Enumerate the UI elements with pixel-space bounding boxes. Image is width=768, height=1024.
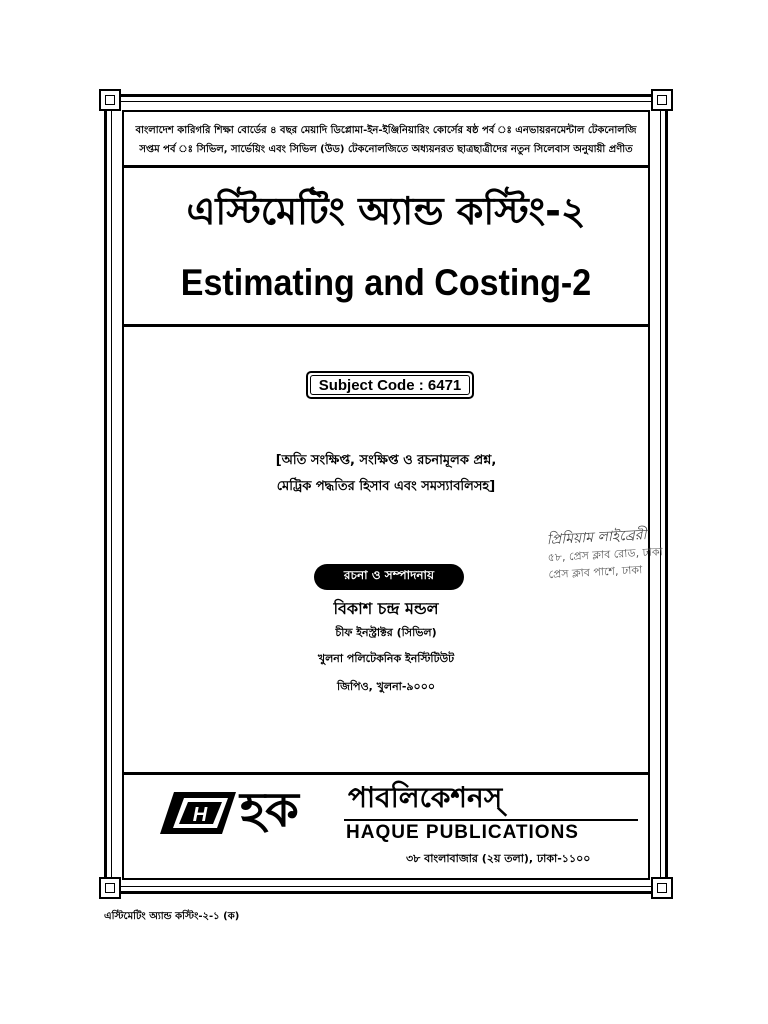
author-address: জিপিও, খুলনা-৯০০০ [336, 680, 436, 693]
publisher-logo-icon [160, 790, 236, 836]
page-label: এস্টিমেটিং অ্যান্ড কস্টিং-২-১ (ক) [104, 911, 240, 922]
publisher-name-english: HAQUE PUBLICATIONS [346, 822, 579, 843]
book-title-english: Estimating and Costing-2 [180, 262, 592, 303]
author-name: বিকাশ চন্দ্র মন্ডল [333, 599, 439, 618]
content-description [124, 448, 648, 500]
subject-code-text: Subject Code : 6471 [318, 376, 462, 394]
curriculum-note-line-1: বাংলাদেশ কারিগরি শিক্ষা বোর্ডের ৪ বছর মেয়াদি ডিপ্লোমা-ইন-ইঞ্জিনিয়ারিং কোর্সের ষষ্ঠ পর্ব ঃ এনভায়রনমেন্টাল টেকনোলজি [135, 125, 637, 136]
publisher-address: ৩৮ বাংলাবাজার (২য় তলা), ঢাকা-১১০০ [406, 852, 591, 865]
corner-ornament-top-right [651, 89, 673, 111]
curriculum-note-line-2: সপ্তম পর্ব ঃ সিভিল, সার্ভেয়িং এবং সিভিল (উড) টেকনোলজিতে অধ্যয়নরত ছাত্রছাত্রীদের নতুন সিলেবাস অনুযায়ী প্রণীত [139, 144, 633, 155]
stamp-line-2: ৫৮, প্রেস ক্লাব রোড, ঢাকা [547, 545, 664, 565]
curriculum-note [124, 112, 648, 168]
corner-ornament-top-left [99, 89, 121, 111]
publisher-name-bangla: পাবলিকেশনস্ [348, 781, 503, 814]
publisher-name-underline [344, 819, 638, 821]
logo-letter: H [192, 804, 208, 826]
byline-label-text: রচনা ও সম্পাদনায় [343, 568, 435, 582]
library-stamp [546, 524, 709, 598]
title-divider [124, 324, 648, 327]
description-line-2: মেট্রিক পদ্ধতির হিসাব এবং সমস্যাবলিসহ] [276, 479, 496, 494]
stamp-line-1: প্রিমিয়াম লাইব্রেরী [546, 527, 647, 549]
stamp-line-3: প্রেস ক্লাব পাশে, ঢাকা [548, 563, 643, 582]
author-title: চীফ ইনস্ট্রাক্টর (সিভিল) [335, 626, 437, 639]
description-line-1: [অতি সংক্ষিপ্ত, সংক্ষিপ্ত ও রচনামূলক প্রশ্ন, [275, 453, 497, 468]
subject-code-box [306, 371, 474, 399]
cover-content [122, 110, 650, 880]
publisher-divider [124, 772, 648, 775]
byline-label [314, 564, 464, 590]
publisher-name-bangla-main: হক [240, 782, 299, 838]
corner-ornament-bottom-right [651, 877, 673, 899]
author-institute: খুলনা পলিটেকনিক ইনস্টিটিউট [317, 652, 455, 665]
book-title-bangla: এস্টিমেটিং অ্যান্ড কস্টিং-২ [186, 189, 586, 233]
corner-ornament-bottom-left [99, 877, 121, 899]
